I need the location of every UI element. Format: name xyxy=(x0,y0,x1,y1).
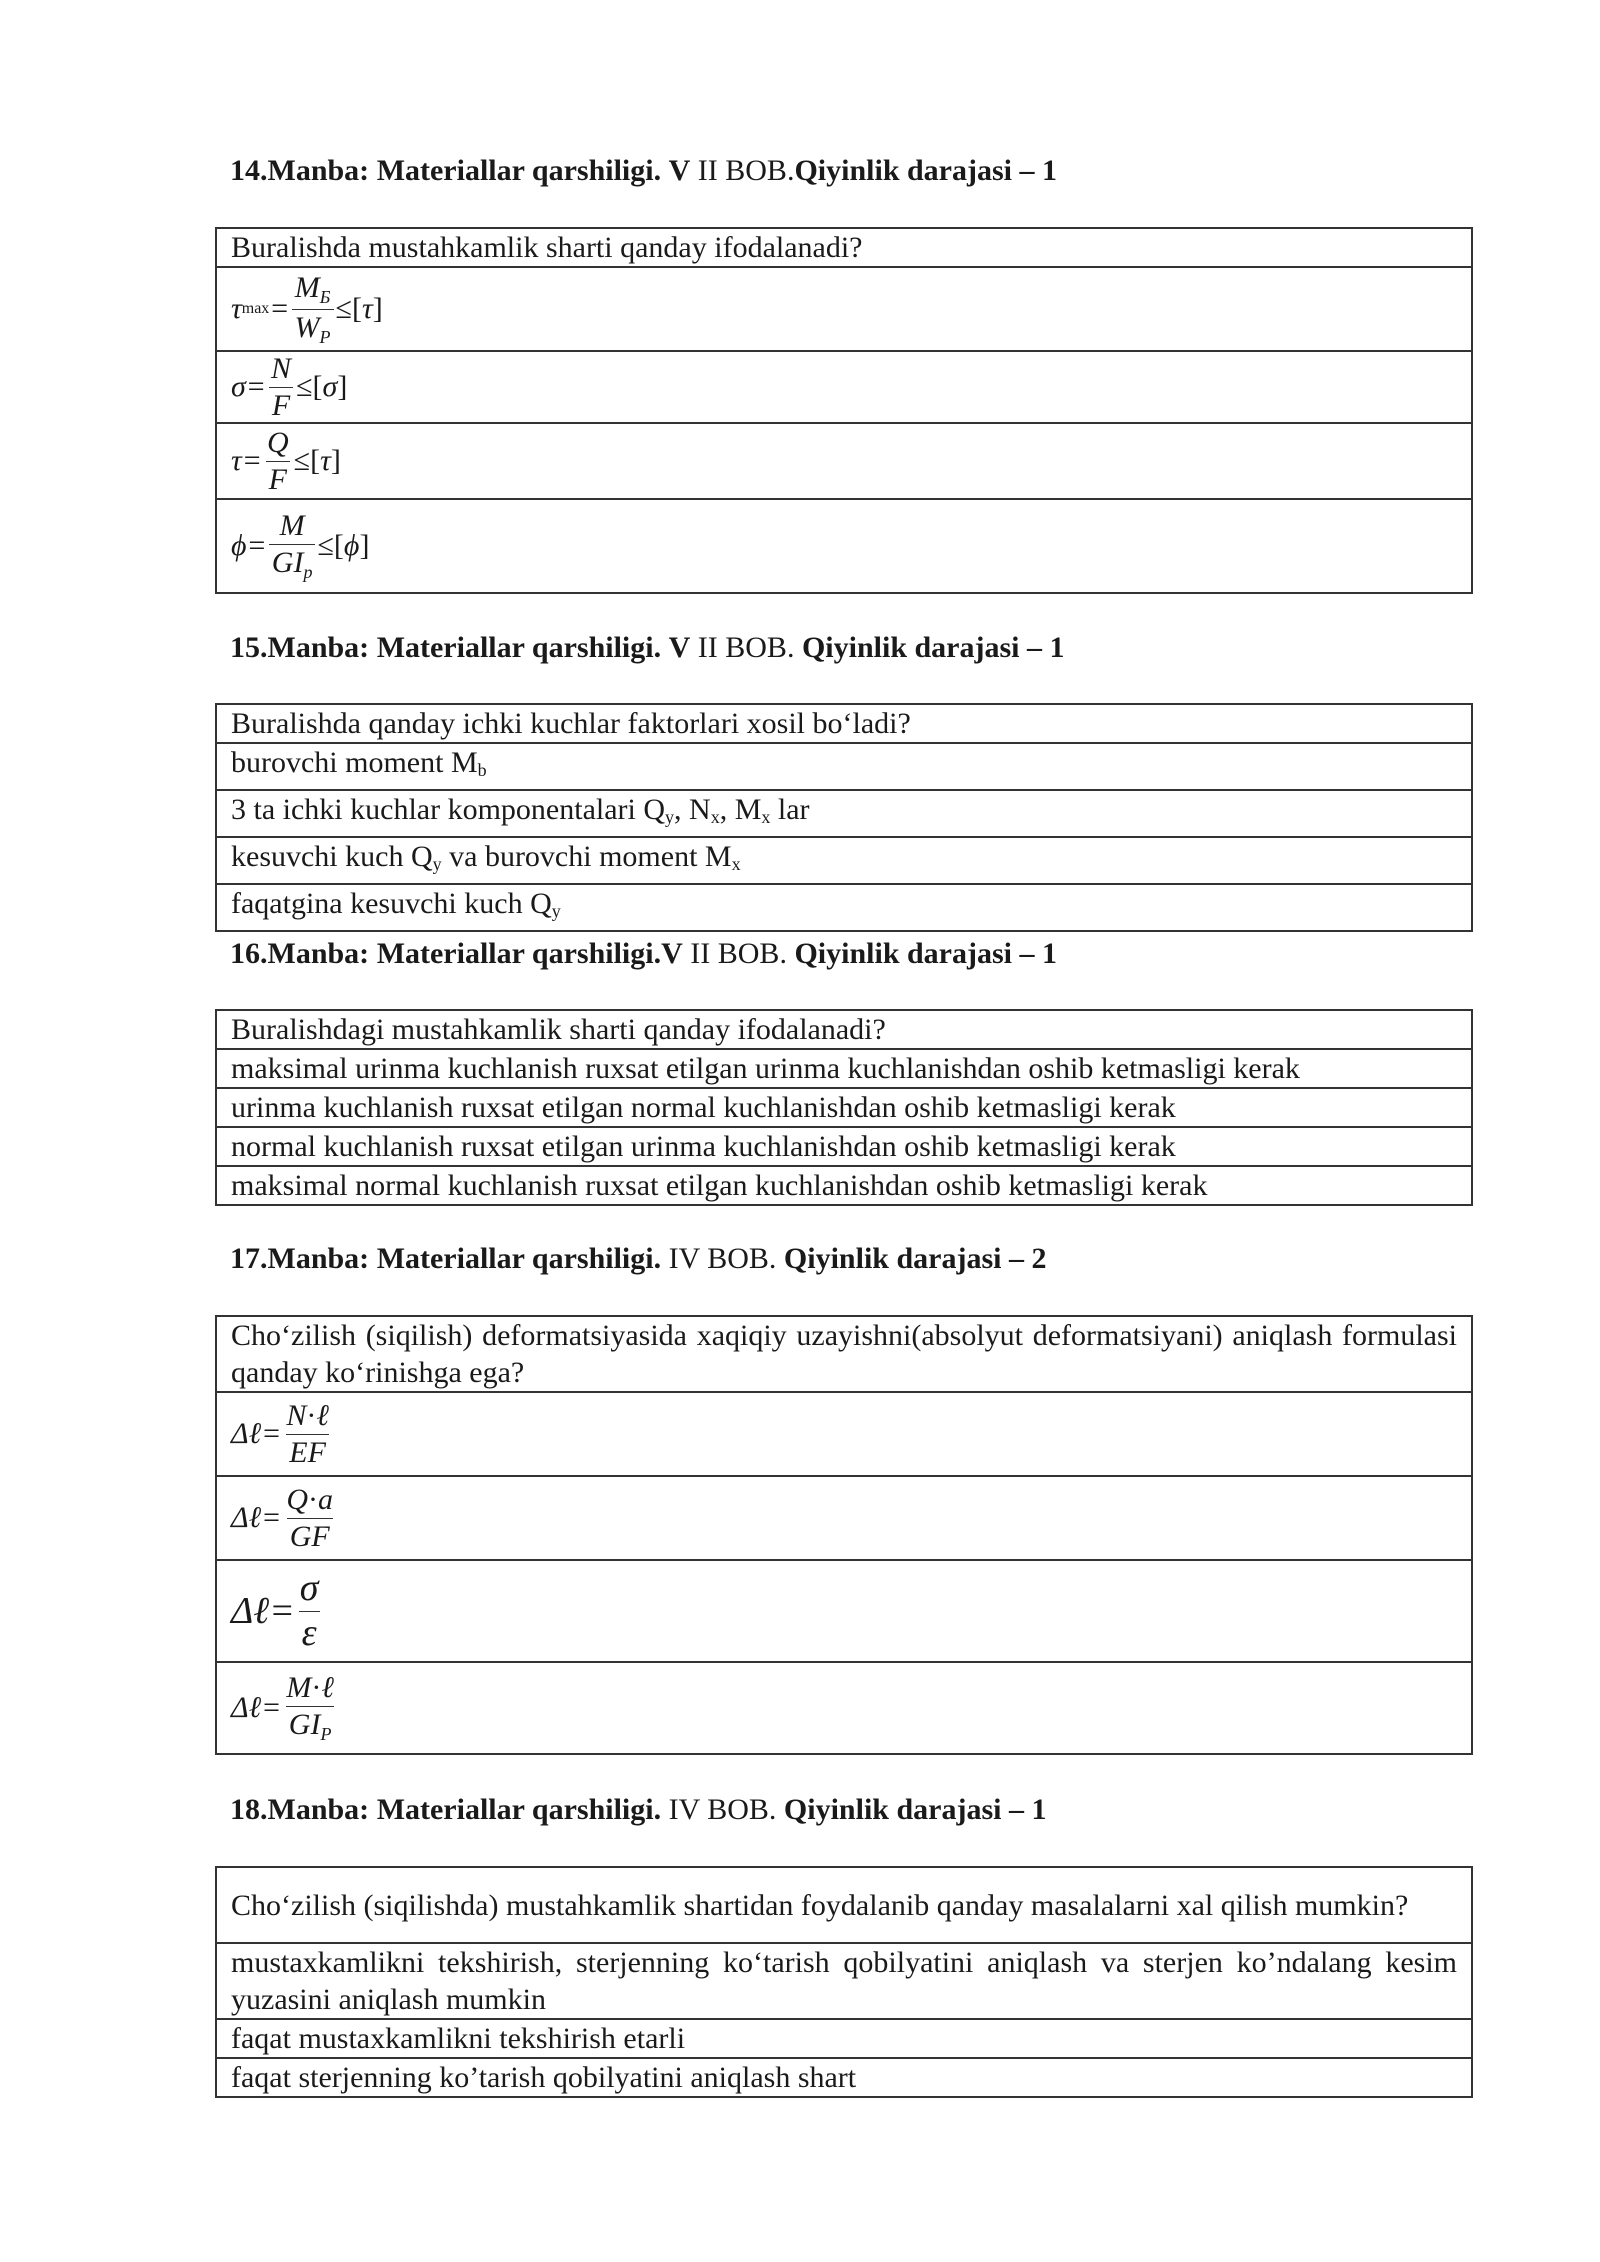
question-text: Buralishdagi mustahkamlik sharti qanday ifodalanadi? xyxy=(216,1010,1472,1049)
question-text: Buralishda qanday ichki kuchlar faktorlari xosil bo‘ladi? xyxy=(216,704,1472,743)
answer-option xyxy=(216,423,1472,499)
question-18-heading: 18.Manba: Materiallar qarshiligi. IV BOB. Qiyinlik darajasi – 1 xyxy=(230,1793,1047,1826)
answer-option: mustaxkamlikni tekshirish, sterjenning ko‘tarish qobilyatini aniqlash va sterjen ko’ndalang kesim yuzasini aniqlash mumkin xyxy=(216,1943,1472,2019)
answer-option xyxy=(216,1476,1472,1560)
question-14-table xyxy=(215,227,1473,594)
answer-option xyxy=(216,1392,1472,1476)
answer-option xyxy=(216,351,1472,423)
formula: τ max = $\frac{M_Б}{W_P}$ ≤[ τ ] xyxy=(231,270,383,347)
answer-option xyxy=(216,267,1472,351)
answer-option: urinma kuchlanish ruxsat etilgan normal kuchlanishdan oshib ketmasligi kerak xyxy=(216,1088,1472,1127)
answer-option: normal kuchlanish ruxsat etilgan urinma kuchlanishdan oshib ketmasligi kerak xyxy=(216,1127,1472,1166)
answer-option: maksimal urinma kuchlanish ruxsat etilgan urinma kuchlanishdan oshib ketmasligi kerak xyxy=(216,1049,1472,1088)
question-15-table xyxy=(215,703,1473,932)
question-16-heading: 16.Manba: Materiallar qarshiligi.V II BOB. Qiyinlik darajasi – 1 xyxy=(230,937,1057,970)
answer-option: 3 ta ichki kuchlar komponentalari $Q_y$, $N_x$, $M_x$ lar xyxy=(216,790,1472,837)
question-text: Buralishda mustahkamlik sharti qanday ifodalanadi? xyxy=(216,228,1472,267)
answer-option xyxy=(216,1662,1472,1754)
question-16-table xyxy=(215,1009,1473,1206)
question-15-heading: 15.Manba: Materiallar qarshiligi. V II BOB. Qiyinlik darajasi – 1 xyxy=(230,631,1065,664)
question-14-heading: 14.Manba: Materiallar qarshiligi. V II BOB.Qiyinlik darajasi – 1 xyxy=(230,154,1057,187)
formula: Δℓ= $\frac{\text{M·ℓ}}{GI_P}$ xyxy=(231,1671,334,1744)
formula: Δℓ= $\frac{\sigma}{\varepsilon}$ xyxy=(231,1566,319,1654)
formula: τ= $\frac{Q}{F}$ ≤[ τ ] xyxy=(231,426,341,496)
answer-option: faqat sterjenning ko’tarish qobilyatini aniqlash shart xyxy=(216,2058,1472,2097)
question-17-table xyxy=(215,1315,1473,1755)
answer-option: faqat mustaxkamlikni tekshirish etarli xyxy=(216,2019,1472,2058)
question-text: Cho‘zilish (siqilishda) mustahkamlik shartidan foydalanib qanday masalalarni xal qilish mumkin? xyxy=(216,1867,1472,1943)
formula: ϕ= $\frac{M}{GI_p}$ ≤[ ϕ ] xyxy=(231,509,370,582)
answer-option xyxy=(216,499,1472,593)
question-17-heading: 17.Manba: Materiallar qarshiligi. IV BOB. Qiyinlik darajasi – 2 xyxy=(230,1242,1047,1275)
answer-option xyxy=(216,1560,1472,1662)
answer-option: kesuvchi kuch $Q_y$ va burovchi moment $M_x$ xyxy=(216,837,1472,884)
question-text: Cho‘zilish (siqilish) deformatsiyasida xaqiqiy uzayishni(absolyut deformatsiyani) aniqlash formulasi qanday ko‘rinishga ega? xyxy=(216,1316,1472,1392)
formula: Δℓ= $\frac{Q\cdot a}{GF}$ xyxy=(231,1483,334,1553)
answer-option: burovchi moment $M_b$ xyxy=(216,743,1472,790)
formula: σ= $\frac{N}{F}$ ≤[ σ ] xyxy=(231,352,348,422)
question-18-table xyxy=(215,1866,1473,2098)
answer-option: faqatgina kesuvchi kuch $Q_y$ xyxy=(216,884,1472,931)
answer-option: maksimal normal kuchlanish ruxsat etilgan kuchlanishdan oshib ketmasligi kerak xyxy=(216,1166,1472,1205)
formula: Δℓ= $\frac{\text{N·ℓ}}{EF}$ xyxy=(231,1399,329,1469)
